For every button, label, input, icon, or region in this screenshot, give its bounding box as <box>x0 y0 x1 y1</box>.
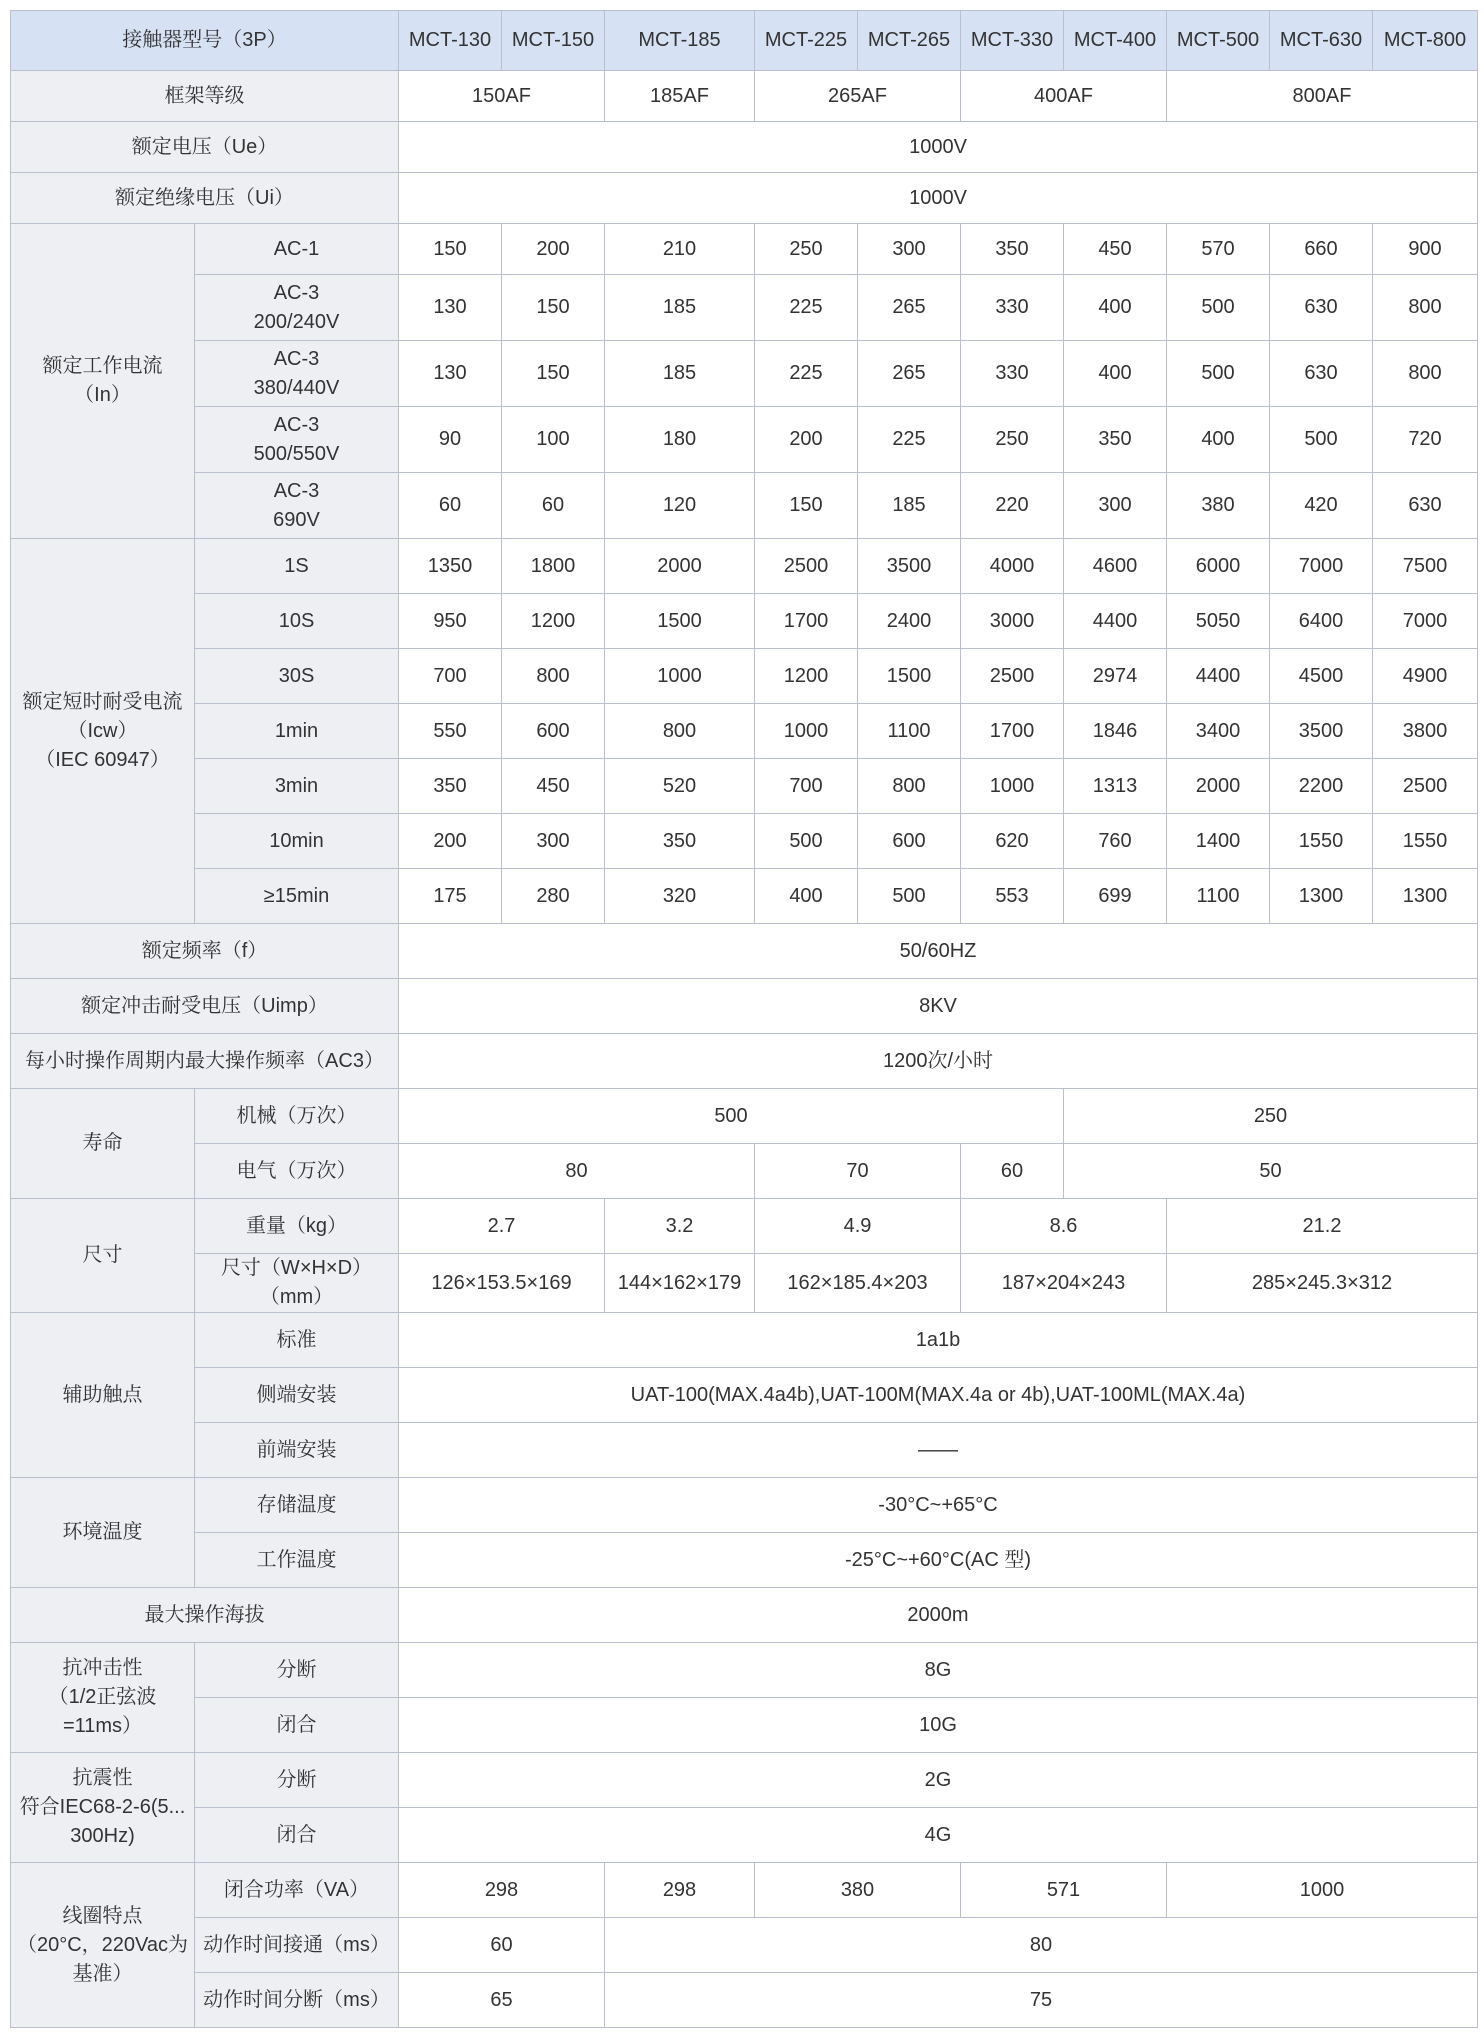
aux-side-label: 侧端安装 <box>195 1368 399 1423</box>
aux-label: 辅助触点 <box>11 1313 195 1478</box>
value-cell: 900 <box>1373 224 1478 275</box>
value-cell: 699 <box>1064 869 1167 924</box>
temp-work-label: 工作温度 <box>195 1533 399 1588</box>
in-group-label-line: 额定工作电流 <box>42 355 163 377</box>
value-cell: 185 <box>605 275 755 341</box>
in-row-label <box>195 407 399 473</box>
life-elec-label: 电气（万次） <box>195 1144 399 1199</box>
table-row-models <box>11 11 1478 71</box>
value-cell: 120 <box>605 473 755 539</box>
ue-value: 1000V <box>399 122 1478 173</box>
value-cell: 2200 <box>1270 759 1373 814</box>
value-cell: 553 <box>961 869 1064 924</box>
table-row-weight <box>11 1199 1478 1254</box>
value-cell: 180 <box>605 407 755 473</box>
value-cell: 500 <box>1270 407 1373 473</box>
value-cell: 500 <box>1167 341 1270 407</box>
model-cell: MCT-130 <box>399 11 502 71</box>
value-cell: 4000 <box>961 539 1064 594</box>
value-cell: 570 <box>1167 224 1270 275</box>
shock-close-label: 闭合 <box>195 1698 399 1753</box>
icw-group-label <box>11 539 195 924</box>
ui-value: 1000V <box>399 173 1478 224</box>
value-cell: 2974 <box>1064 649 1167 704</box>
value-cell: 500 <box>399 1089 1064 1144</box>
value-cell: 1846 <box>1064 704 1167 759</box>
table-row-icw-10s <box>11 594 1478 649</box>
value-cell: 660 <box>1270 224 1373 275</box>
value-cell: 7000 <box>1270 539 1373 594</box>
table-row-temp-storage <box>11 1478 1478 1533</box>
value-cell: 225 <box>858 407 961 473</box>
coil-power-label: 闭合功率（VA） <box>195 1863 399 1918</box>
in-row-label-line: 690V <box>273 508 320 531</box>
value-cell: 1700 <box>961 704 1064 759</box>
size-label <box>195 1254 399 1313</box>
value-cell: 720 <box>1373 407 1478 473</box>
in-row-label <box>195 473 399 539</box>
value-cell: 300 <box>858 224 961 275</box>
value-cell: 144×162×179 <box>605 1254 755 1313</box>
value-cell: 60 <box>961 1144 1064 1199</box>
value-cell: 150 <box>502 341 605 407</box>
table-row-coil-on <box>11 1918 1478 1973</box>
size-label-line: （mm） <box>259 1286 334 1308</box>
table-row-icw-1s <box>11 539 1478 594</box>
value-cell: 280 <box>502 869 605 924</box>
life-label: 寿命 <box>11 1089 195 1199</box>
value-cell: 60 <box>502 473 605 539</box>
value-cell: 350 <box>1064 407 1167 473</box>
value-cell: 187×204×243 <box>961 1254 1167 1313</box>
value-cell: 400 <box>1064 341 1167 407</box>
value-cell: 630 <box>1373 473 1478 539</box>
value-cell: 420 <box>1270 473 1373 539</box>
icw-group-label-line: （Icw） <box>67 719 138 742</box>
temp-work-value: -25°C~+60°C(AC 型) <box>399 1533 1478 1588</box>
value-cell: 520 <box>605 759 755 814</box>
vibration-break-label: 分断 <box>195 1753 399 1808</box>
value-cell: 162×185.4×203 <box>755 1254 961 1313</box>
value-cell: 6000 <box>1167 539 1270 594</box>
aux-side-value: UAT-100(MAX.4a4b),UAT-100M(MAX.4a or 4b),UAT-100ML(MAX.4a) <box>399 1368 1478 1423</box>
size-label-line: 尺寸（W×H×D） <box>220 1257 373 1279</box>
icw-row-label: 3min <box>195 759 399 814</box>
value-cell: 500 <box>858 869 961 924</box>
spec-table <box>10 10 1478 2028</box>
frame-cell: 400AF <box>961 71 1167 122</box>
value-cell: 225 <box>755 341 858 407</box>
value-cell: 70 <box>755 1144 961 1199</box>
value-cell: 350 <box>399 759 502 814</box>
value-cell: 210 <box>605 224 755 275</box>
table-row-frame <box>11 71 1478 122</box>
value-cell: 1500 <box>605 594 755 649</box>
value-cell: 65 <box>399 1973 605 2028</box>
value-cell: 1000 <box>755 704 858 759</box>
aux-std-value: 1a1b <box>399 1313 1478 1368</box>
table-row-vibration-break <box>11 1753 1478 1808</box>
value-cell: 2000 <box>1167 759 1270 814</box>
value-cell: 3.2 <box>605 1199 755 1254</box>
value-cell: 200 <box>502 224 605 275</box>
value-cell: 950 <box>399 594 502 649</box>
shock-label <box>11 1643 195 1753</box>
in-row-label-line: AC-3 <box>273 413 320 436</box>
value-cell: 800 <box>502 649 605 704</box>
value-cell: 60 <box>399 473 502 539</box>
vibration-label-line: 符合IEC68-2-6(5... <box>19 1796 186 1818</box>
value-cell: 1200 <box>755 649 858 704</box>
model-cell: MCT-330 <box>961 11 1064 71</box>
value-cell: 600 <box>858 814 961 869</box>
value-cell: 4600 <box>1064 539 1167 594</box>
value-cell: 1000 <box>605 649 755 704</box>
table-row-freq <box>11 924 1478 979</box>
value-cell: 630 <box>1270 275 1373 341</box>
coil-label-line: （20°C，220Vac为 <box>16 1933 189 1956</box>
value-cell: 21.2 <box>1167 1199 1478 1254</box>
value-cell: 2500 <box>755 539 858 594</box>
table-row-coil-power <box>11 1863 1478 1918</box>
dims-label: 尺寸 <box>11 1199 195 1313</box>
freq-label: 额定频率（f） <box>11 924 399 979</box>
coil-label-line: 线圈特点 <box>62 1904 143 1927</box>
value-cell: 185 <box>858 473 961 539</box>
table-row-life-elec <box>11 1144 1478 1199</box>
value-cell: 760 <box>1064 814 1167 869</box>
value-cell: 90 <box>399 407 502 473</box>
value-cell: 265 <box>858 341 961 407</box>
model-cell: MCT-800 <box>1373 11 1478 71</box>
altitude-label: 最大操作海拔 <box>11 1588 399 1643</box>
table-row-in-ac3-690 <box>11 473 1478 539</box>
icw-row-label: 1S <box>195 539 399 594</box>
value-cell: 2500 <box>961 649 1064 704</box>
value-cell: 4400 <box>1167 649 1270 704</box>
table-row-icw-3min <box>11 759 1478 814</box>
ops-label: 每小时操作周期内最大操作频率（AC3） <box>11 1034 399 1089</box>
in-row-label-line: 500/550V <box>253 442 340 465</box>
value-cell: 571 <box>961 1863 1167 1918</box>
value-cell: 225 <box>755 275 858 341</box>
value-cell: 1400 <box>1167 814 1270 869</box>
model-cell: MCT-500 <box>1167 11 1270 71</box>
frame-cell: 185AF <box>605 71 755 122</box>
value-cell: 320 <box>605 869 755 924</box>
in-group-label-line: （In） <box>74 384 131 406</box>
table-row-uimp <box>11 979 1478 1034</box>
value-cell: 185 <box>605 341 755 407</box>
vibration-close-value: 4G <box>399 1808 1478 1863</box>
value-cell: 300 <box>1064 473 1167 539</box>
table-row-icw-1min <box>11 704 1478 759</box>
vibration-label <box>11 1753 195 1863</box>
value-cell: 250 <box>1064 1089 1478 1144</box>
value-cell: 126×153.5×169 <box>399 1254 605 1313</box>
icw-row-label: 1min <box>195 704 399 759</box>
temp-storage-value: -30°C~+65°C <box>399 1478 1478 1533</box>
table-row-icw-10min <box>11 814 1478 869</box>
value-cell: 400 <box>1167 407 1270 473</box>
value-cell: 4400 <box>1064 594 1167 649</box>
value-cell: 550 <box>399 704 502 759</box>
uimp-label: 额定冲击耐受电压（Uimp） <box>11 979 399 1034</box>
ops-value: 1200次/小时 <box>399 1034 1478 1089</box>
in-row-label <box>195 275 399 341</box>
ui-label: 额定绝缘电压（Ui） <box>11 173 399 224</box>
value-cell: 60 <box>399 1918 605 1973</box>
value-cell: 150 <box>502 275 605 341</box>
value-cell: 500 <box>755 814 858 869</box>
value-cell: 7000 <box>1373 594 1478 649</box>
table-row-in-ac1 <box>11 224 1478 275</box>
icw-row-label: ≥15min <box>195 869 399 924</box>
table-row-in-ac3-240 <box>11 275 1478 341</box>
value-cell: 1300 <box>1270 869 1373 924</box>
value-cell: 1550 <box>1270 814 1373 869</box>
value-cell: 3500 <box>858 539 961 594</box>
value-cell: 80 <box>605 1918 1478 1973</box>
in-row-label-line: AC-3 <box>273 347 320 370</box>
shock-break-label: 分断 <box>195 1643 399 1698</box>
value-cell: 100 <box>502 407 605 473</box>
value-cell: 1300 <box>1373 869 1478 924</box>
value-cell: 285×245.3×312 <box>1167 1254 1478 1313</box>
temp-storage-label: 存储温度 <box>195 1478 399 1533</box>
in-row-label-line: AC-3 <box>273 281 320 304</box>
coil-label-line: 基准） <box>72 1962 133 1985</box>
value-cell: 150 <box>755 473 858 539</box>
value-cell: 630 <box>1270 341 1373 407</box>
value-cell: 130 <box>399 341 502 407</box>
value-cell: 2.7 <box>399 1199 605 1254</box>
value-cell: 6400 <box>1270 594 1373 649</box>
value-cell: 5050 <box>1167 594 1270 649</box>
value-cell: 3800 <box>1373 704 1478 759</box>
value-cell: 1700 <box>755 594 858 649</box>
icw-group-label-line: （IEC 60947） <box>35 748 170 771</box>
shock-break-value: 8G <box>399 1643 1478 1698</box>
in-row-label-line: 200/240V <box>253 310 340 333</box>
value-cell: 298 <box>605 1863 755 1918</box>
icw-row-label: 10S <box>195 594 399 649</box>
model-cell: MCT-265 <box>858 11 961 71</box>
value-cell: 700 <box>755 759 858 814</box>
value-cell: 3500 <box>1270 704 1373 759</box>
value-cell: 4900 <box>1373 649 1478 704</box>
value-cell: 175 <box>399 869 502 924</box>
temp-label: 环境温度 <box>11 1478 195 1588</box>
value-cell: 800 <box>605 704 755 759</box>
ue-label: 额定电压（Ue） <box>11 122 399 173</box>
shock-label-line: =11ms） <box>62 1715 143 1737</box>
model-cell: MCT-185 <box>605 11 755 71</box>
table-row-in-ac3-440 <box>11 341 1478 407</box>
model-cell: MCT-150 <box>502 11 605 71</box>
value-cell: 50 <box>1064 1144 1478 1199</box>
vibration-close-label: 闭合 <box>195 1808 399 1863</box>
value-cell: 298 <box>399 1863 605 1918</box>
value-cell: 1100 <box>858 704 961 759</box>
frame-cell: 150AF <box>399 71 605 122</box>
value-cell: 1100 <box>1167 869 1270 924</box>
value-cell: 7500 <box>1373 539 1478 594</box>
model-cell: MCT-400 <box>1064 11 1167 71</box>
coil-on-label: 动作时间接通（ms） <box>195 1918 399 1973</box>
aux-std-label: 标准 <box>195 1313 399 1368</box>
table-row-life-mech <box>11 1089 1478 1144</box>
models-label: 接触器型号（3P） <box>11 11 399 71</box>
value-cell: 250 <box>961 407 1064 473</box>
coil-label <box>11 1863 195 2028</box>
value-cell: 800 <box>1373 341 1478 407</box>
value-cell: 450 <box>1064 224 1167 275</box>
value-cell: 500 <box>1167 275 1270 341</box>
life-mech-label: 机械（万次） <box>195 1089 399 1144</box>
model-cell: MCT-630 <box>1270 11 1373 71</box>
value-cell: 800 <box>858 759 961 814</box>
icw-row-label: 10min <box>195 814 399 869</box>
value-cell: 1350 <box>399 539 502 594</box>
aux-front-label: 前端安装 <box>195 1423 399 1478</box>
value-cell: 300 <box>502 814 605 869</box>
table-row-ui <box>11 173 1478 224</box>
in-row-label <box>195 341 399 407</box>
weight-label: 重量（kg） <box>195 1199 399 1254</box>
value-cell: 700 <box>399 649 502 704</box>
frame-cell: 265AF <box>755 71 961 122</box>
value-cell: 2000 <box>605 539 755 594</box>
icw-row-label: 30S <box>195 649 399 704</box>
frame-cell: 800AF <box>1167 71 1478 122</box>
vibration-break-value: 2G <box>399 1753 1478 1808</box>
value-cell: 1313 <box>1064 759 1167 814</box>
table-row-coil-off <box>11 1973 1478 2028</box>
value-cell: 265 <box>858 275 961 341</box>
table-row-icw-15min <box>11 869 1478 924</box>
value-cell: 75 <box>605 1973 1478 2028</box>
table-row-icw-30s <box>11 649 1478 704</box>
table-row-ue <box>11 122 1478 173</box>
value-cell: 350 <box>961 224 1064 275</box>
altitude-value: 2000m <box>399 1588 1478 1643</box>
value-cell: 250 <box>755 224 858 275</box>
icw-group-label-line: 额定短时耐受电流 <box>22 690 183 713</box>
table-row-vibration-close <box>11 1808 1478 1863</box>
uimp-value: 8KV <box>399 979 1478 1034</box>
shock-label-line: （1/2正弦波 <box>48 1686 157 1708</box>
frame-label: 框架等级 <box>11 71 399 122</box>
table-row-ops <box>11 1034 1478 1089</box>
value-cell: 380 <box>1167 473 1270 539</box>
in-row-label: AC-1 <box>195 224 399 275</box>
value-cell: 2400 <box>858 594 961 649</box>
value-cell: 3400 <box>1167 704 1270 759</box>
value-cell: 330 <box>961 275 1064 341</box>
table-row-in-ac3-550 <box>11 407 1478 473</box>
value-cell: 8.6 <box>961 1199 1167 1254</box>
value-cell: 330 <box>961 341 1064 407</box>
value-cell: 200 <box>399 814 502 869</box>
in-row-label-line: 380/440V <box>253 376 340 399</box>
value-cell: 450 <box>502 759 605 814</box>
value-cell: 380 <box>755 1863 961 1918</box>
value-cell: 220 <box>961 473 1064 539</box>
table-row-temp-work <box>11 1533 1478 1588</box>
vibration-label-line: 300Hz) <box>70 1825 135 1847</box>
value-cell: 1000 <box>961 759 1064 814</box>
coil-off-label: 动作时间分断（ms） <box>195 1973 399 2028</box>
value-cell: 350 <box>605 814 755 869</box>
value-cell: 1800 <box>502 539 605 594</box>
table-row-size <box>11 1254 1478 1313</box>
vibration-label-line: 抗震性 <box>72 1767 133 1789</box>
table-row-altitude <box>11 1588 1478 1643</box>
in-group-label <box>11 224 195 539</box>
value-cell: 150 <box>399 224 502 275</box>
freq-value: 50/60HZ <box>399 924 1478 979</box>
table-row-shock-break <box>11 1643 1478 1698</box>
value-cell: 130 <box>399 275 502 341</box>
value-cell: 600 <box>502 704 605 759</box>
model-cell: MCT-225 <box>755 11 858 71</box>
value-cell: 1500 <box>858 649 961 704</box>
in-row-label-line: AC-3 <box>273 479 320 502</box>
value-cell: 1550 <box>1373 814 1478 869</box>
shock-close-value: 10G <box>399 1698 1478 1753</box>
value-cell: 80 <box>399 1144 755 1199</box>
value-cell: 3000 <box>961 594 1064 649</box>
table-row-shock-close <box>11 1698 1478 1753</box>
value-cell: 2500 <box>1373 759 1478 814</box>
value-cell: 800 <box>1373 275 1478 341</box>
aux-front-value: —— <box>399 1423 1478 1478</box>
table-row-aux-std <box>11 1313 1478 1368</box>
value-cell: 400 <box>755 869 858 924</box>
value-cell: 1000 <box>1167 1863 1478 1918</box>
table-row-aux-side <box>11 1368 1478 1423</box>
value-cell: 1200 <box>502 594 605 649</box>
value-cell: 4500 <box>1270 649 1373 704</box>
value-cell: 4.9 <box>755 1199 961 1254</box>
value-cell: 200 <box>755 407 858 473</box>
value-cell: 400 <box>1064 275 1167 341</box>
table-row-aux-front <box>11 1423 1478 1478</box>
shock-label-line: 抗冲击性 <box>62 1657 143 1679</box>
value-cell: 620 <box>961 814 1064 869</box>
